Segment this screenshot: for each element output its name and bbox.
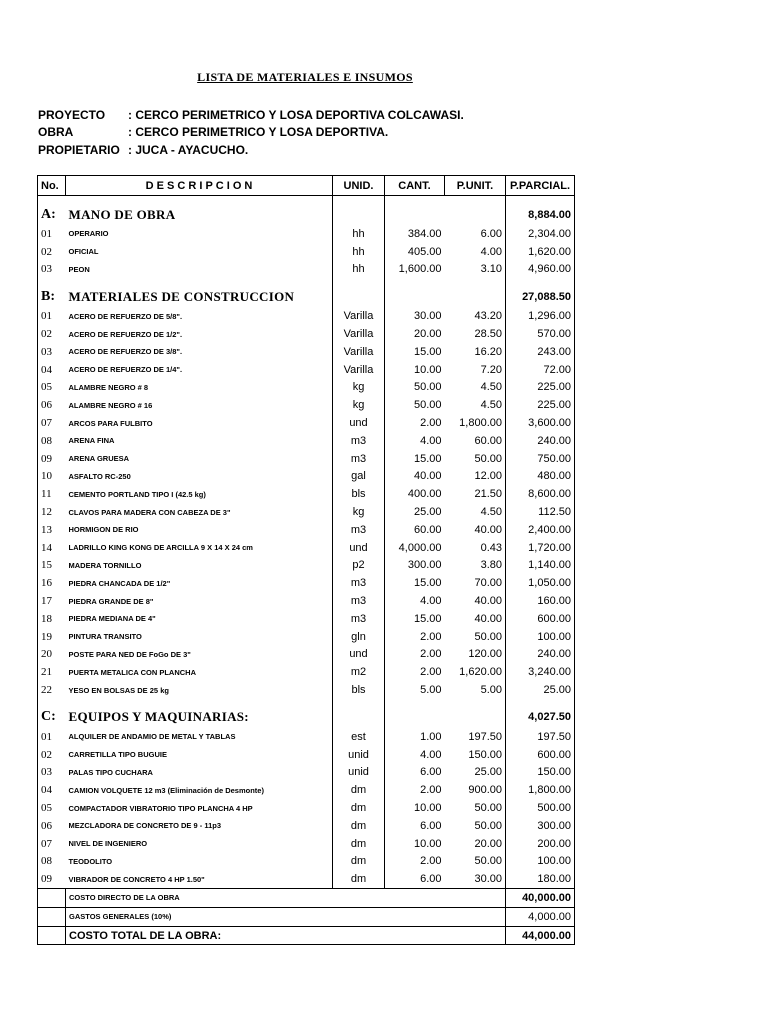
item-unit: hh xyxy=(333,225,385,243)
item-description: PIEDRA MEDIANA DE 4" xyxy=(68,614,156,624)
table-row xyxy=(38,261,575,279)
item-unit: bls xyxy=(333,485,385,503)
item-quantity: 2.00 xyxy=(385,663,445,681)
item-description: PUERTA METALICA CON PLANCHA xyxy=(68,667,196,677)
item-no: 21 xyxy=(38,663,66,681)
column-header-punit: P.UNIT. xyxy=(445,176,506,196)
item-quantity: 2.00 xyxy=(385,628,445,646)
table-row xyxy=(38,574,575,592)
item-quantity: 2.00 xyxy=(385,781,445,799)
item-quantity: 4,000.00 xyxy=(385,539,445,557)
item-unit: und xyxy=(333,646,385,664)
item-no: 17 xyxy=(38,592,66,610)
total-value: 44,000.00 xyxy=(506,926,575,945)
item-description: ARCOS PARA FULBITO xyxy=(68,418,153,428)
item-unit: Varilla xyxy=(333,343,385,361)
item-unit: p2 xyxy=(333,557,385,575)
item-partial-price: 225.00 xyxy=(506,396,575,414)
item-quantity: 60.00 xyxy=(385,521,445,539)
item-quantity: 15.00 xyxy=(385,343,445,361)
section-row xyxy=(38,699,575,728)
empty-cell xyxy=(385,196,445,226)
materials-table xyxy=(37,175,575,945)
item-unit: unid xyxy=(333,764,385,782)
header-row-proyecto xyxy=(38,108,464,122)
item-unit-price: 50.00 xyxy=(474,630,502,643)
item-no: 15 xyxy=(38,557,66,575)
item-no: 05 xyxy=(38,379,66,397)
item-unit: Varilla xyxy=(333,325,385,343)
table-row xyxy=(38,307,575,325)
item-unit-price: 50.00 xyxy=(474,855,502,868)
table-row xyxy=(38,853,575,871)
item-unit-price: 197.50 xyxy=(468,730,502,743)
total-value: 4,000.00 xyxy=(506,907,575,926)
table-row xyxy=(38,539,575,557)
item-unit-price: 12.00 xyxy=(474,470,502,483)
table-row xyxy=(38,663,575,681)
item-unit-price: 1,620.00 xyxy=(459,666,502,679)
item-unit: gal xyxy=(333,468,385,486)
item-description: PIEDRA CHANCADA DE 1/2" xyxy=(68,578,171,588)
table-header-row xyxy=(38,176,575,196)
item-unit-price: 50.00 xyxy=(474,802,502,814)
item-quantity: 6.00 xyxy=(385,764,445,782)
item-partial-price: 1,800.00 xyxy=(506,781,575,799)
item-unit-price: 40.00 xyxy=(474,612,502,625)
item-no: 08 xyxy=(38,432,66,450)
item-unit: dm xyxy=(333,835,385,853)
item-partial-price: 197.50 xyxy=(506,728,575,746)
item-description: OFICIAL xyxy=(68,247,99,257)
table-row xyxy=(38,243,575,261)
item-description: ALQUILER DE ANDAMIO DE METAL Y TABLAS xyxy=(68,732,236,742)
item-description: VIBRADOR DE CONCRETO 4 HP 1.50" xyxy=(68,874,205,884)
table-row xyxy=(38,468,575,486)
item-description: PINTURA TRANSITO xyxy=(68,632,142,642)
item-unit-price: 20.00 xyxy=(474,837,502,850)
item-partial-price: 180.00 xyxy=(506,870,575,888)
item-description: ACERO DE REFUERZO DE 1/2". xyxy=(68,329,183,339)
item-quantity: 50.00 xyxy=(385,396,445,414)
item-unit: dm xyxy=(333,870,385,888)
item-partial-price: 8,600.00 xyxy=(506,485,575,503)
item-description: PEON xyxy=(68,264,90,274)
item-unit: und xyxy=(333,414,385,432)
item-unit: kg xyxy=(333,379,385,397)
item-quantity: 2.00 xyxy=(385,414,445,432)
item-description: ACERO DE REFUERZO DE 5/8". xyxy=(68,311,183,321)
item-unit: m3 xyxy=(333,432,385,450)
item-partial-price: 1,720.00 xyxy=(506,539,575,557)
table-row xyxy=(38,799,575,817)
item-description: CLAVOS PARA MADERA CON CABEZA DE 3" xyxy=(68,507,231,517)
item-quantity: 6.00 xyxy=(385,817,445,835)
item-unit: Varilla xyxy=(333,307,385,325)
table-row xyxy=(38,450,575,468)
item-description: NIVEL DE INGENIERO xyxy=(68,839,148,849)
table-row xyxy=(38,414,575,432)
item-no: 18 xyxy=(38,610,66,628)
item-unit-price: 6.00 xyxy=(480,227,502,240)
item-description: YESO EN BOLSAS DE 25 kg xyxy=(68,685,169,695)
empty-cell xyxy=(333,278,385,307)
item-partial-price: 2,400.00 xyxy=(506,521,575,539)
empty-cell xyxy=(38,926,66,945)
item-unit-price: 50.00 xyxy=(474,452,502,465)
item-quantity: 6.00 xyxy=(385,870,445,888)
item-description: MADERA TORNILLO xyxy=(68,560,142,570)
item-quantity: 405.00 xyxy=(385,243,445,261)
item-quantity: 50.00 xyxy=(385,379,445,397)
item-quantity: 2.00 xyxy=(385,646,445,664)
table-row xyxy=(38,361,575,379)
section-code: A: xyxy=(38,196,66,226)
item-quantity: 400.00 xyxy=(385,485,445,503)
item-partial-price: 300.00 xyxy=(506,817,575,835)
empty-cell xyxy=(445,196,506,226)
item-unit-price: 30.00 xyxy=(474,873,502,886)
item-unit-price: 4.50 xyxy=(480,399,502,412)
item-unit: dm xyxy=(333,853,385,871)
table-row xyxy=(38,485,575,503)
item-unit-price: 120.00 xyxy=(468,648,502,661)
document-title: LISTA DE MATERIALES E INSUMOS xyxy=(197,70,413,84)
item-unit: m3 xyxy=(333,592,385,610)
item-no: 08 xyxy=(38,853,66,871)
item-unit-price: 4.50 xyxy=(480,381,502,394)
item-partial-price: 600.00 xyxy=(506,610,575,628)
item-no: 03 xyxy=(38,764,66,782)
item-unit-price: 3.80 xyxy=(480,559,502,572)
empty-cell xyxy=(333,196,385,226)
header-label: PROPIETARIO xyxy=(38,143,120,157)
empty-cell xyxy=(38,907,66,926)
item-no: 12 xyxy=(38,503,66,521)
item-quantity: 40.00 xyxy=(385,468,445,486)
item-unit-price: 40.00 xyxy=(474,523,502,536)
item-description: CAMION VOLQUETE 12 m3 (Eliminación de Desmonte) xyxy=(68,785,264,795)
empty-cell xyxy=(445,699,506,728)
empty-cell xyxy=(445,278,506,307)
header-value: : JUCA - AYACUCHO. xyxy=(128,143,249,157)
table-row xyxy=(38,557,575,575)
item-unit-price: 70.00 xyxy=(474,577,502,590)
item-quantity: 5.00 xyxy=(385,681,445,699)
item-quantity: 384.00 xyxy=(385,225,445,243)
item-quantity: 30.00 xyxy=(385,307,445,325)
item-unit-price: 25.00 xyxy=(474,766,502,779)
section-total: 8,884.00 xyxy=(506,196,575,226)
item-unit: und xyxy=(333,539,385,557)
empty-cell xyxy=(385,699,445,728)
table-row xyxy=(38,396,575,414)
item-unit: m2 xyxy=(333,663,385,681)
item-unit: kg xyxy=(333,503,385,521)
item-unit: gln xyxy=(333,628,385,646)
section-code: B: xyxy=(38,278,66,307)
empty-cell xyxy=(385,278,445,307)
table-row xyxy=(38,746,575,764)
item-quantity: 20.00 xyxy=(385,325,445,343)
item-unit-price: 60.00 xyxy=(474,434,502,447)
item-description: ACERO DE REFUERZO DE 3/8". xyxy=(68,347,183,357)
item-description: COMPACTADOR VIBRATORIO TIPO PLANCHA 4 HP xyxy=(68,803,253,813)
item-partial-price: 1,050.00 xyxy=(506,574,575,592)
item-description: TEODOLITO xyxy=(68,856,113,866)
item-quantity: 1.00 xyxy=(385,728,445,746)
item-quantity: 15.00 xyxy=(385,574,445,592)
item-description: ASFALTO RC-250 xyxy=(68,471,131,481)
header-value: : CERCO PERIMETRICO Y LOSA DEPORTIVA COLCAWASI. xyxy=(128,108,464,122)
item-unit-price: 7.20 xyxy=(480,363,502,376)
item-partial-price: 500.00 xyxy=(506,799,575,817)
item-unit: bls xyxy=(333,681,385,699)
item-partial-price: 570.00 xyxy=(506,325,575,343)
item-description: ARENA FINA xyxy=(68,436,115,446)
item-description: ALAMBRE NEGRO # 8 xyxy=(68,382,149,392)
item-partial-price: 1,296.00 xyxy=(506,307,575,325)
item-quantity: 2.00 xyxy=(385,853,445,871)
item-quantity: 15.00 xyxy=(385,610,445,628)
table-row xyxy=(38,628,575,646)
item-description: ALAMBRE NEGRO # 16 xyxy=(68,400,153,410)
item-partial-price: 480.00 xyxy=(506,468,575,486)
table-row xyxy=(38,764,575,782)
item-unit: m3 xyxy=(333,450,385,468)
item-no: 01 xyxy=(38,307,66,325)
item-unit-price: 0.43 xyxy=(480,541,502,554)
item-unit-price: 40.00 xyxy=(474,595,502,608)
item-unit-price: 43.20 xyxy=(474,310,502,323)
item-quantity: 10.00 xyxy=(385,361,445,379)
item-partial-price: 750.00 xyxy=(506,450,575,468)
column-header-cant: CANT. xyxy=(385,176,445,196)
item-unit: hh xyxy=(333,243,385,261)
item-unit: kg xyxy=(333,396,385,414)
item-unit: Varilla xyxy=(333,361,385,379)
item-partial-price: 600.00 xyxy=(506,746,575,764)
section-row xyxy=(38,196,575,226)
item-unit-price: 4.50 xyxy=(480,506,502,519)
column-header-no: No. xyxy=(38,176,66,196)
item-quantity: 10.00 xyxy=(385,835,445,853)
total-row xyxy=(38,926,575,945)
item-no: 09 xyxy=(38,870,66,888)
table-row xyxy=(38,610,575,628)
item-no: 02 xyxy=(38,746,66,764)
item-description: ARENA GRUESA xyxy=(68,454,130,464)
total-row xyxy=(38,907,575,926)
item-unit: est xyxy=(333,728,385,746)
table-row xyxy=(38,817,575,835)
table-row xyxy=(38,343,575,361)
section-title: EQUIPOS Y MAQUINARIAS: xyxy=(68,709,249,725)
item-description: LADRILLO KING KONG DE ARCILLA 9 X 14 X 24 cm xyxy=(68,543,253,553)
item-no: 03 xyxy=(38,343,66,361)
item-no: 20 xyxy=(38,646,66,664)
table-row xyxy=(38,592,575,610)
item-no: 01 xyxy=(38,225,66,243)
item-no: 14 xyxy=(38,539,66,557)
item-description: PALAS TIPO CUCHARA xyxy=(68,767,153,777)
item-unit-price: 28.50 xyxy=(474,328,502,341)
item-partial-price: 1,140.00 xyxy=(506,557,575,575)
materials-table-body xyxy=(38,176,575,945)
section-row xyxy=(38,278,575,307)
item-unit: m3 xyxy=(333,521,385,539)
item-no: 07 xyxy=(38,414,66,432)
header-value: : CERCO PERIMETRICO Y LOSA DEPORTIVA. xyxy=(128,125,389,139)
section-title: MANO DE OBRA xyxy=(68,206,176,222)
item-partial-price: 200.00 xyxy=(506,835,575,853)
item-partial-price: 100.00 xyxy=(506,853,575,871)
item-partial-price: 2,304.00 xyxy=(506,225,575,243)
table-row xyxy=(38,728,575,746)
item-no: 07 xyxy=(38,835,66,853)
total-label: GASTOS GENERALES (10%) xyxy=(66,907,506,926)
item-quantity: 1,600.00 xyxy=(385,261,445,279)
column-header-pparcial: P.PARCIAL. xyxy=(506,176,575,196)
total-row xyxy=(38,889,575,908)
header-row-obra xyxy=(38,125,388,139)
item-no: 03 xyxy=(38,261,66,279)
table-row xyxy=(38,646,575,664)
item-quantity: 4.00 xyxy=(385,746,445,764)
item-unit: dm xyxy=(333,817,385,835)
item-unit-price: 150.00 xyxy=(468,748,502,761)
item-partial-price: 240.00 xyxy=(506,432,575,450)
column-header-unid: UNID. xyxy=(333,176,385,196)
table-row xyxy=(38,870,575,888)
item-no: 06 xyxy=(38,396,66,414)
item-partial-price: 225.00 xyxy=(506,379,575,397)
item-description: HORMIGON DE RIO xyxy=(68,525,139,535)
item-no: 02 xyxy=(38,243,66,261)
item-no: 09 xyxy=(38,450,66,468)
item-quantity: 300.00 xyxy=(385,557,445,575)
header-row-propietario xyxy=(38,143,248,157)
item-quantity: 4.00 xyxy=(385,592,445,610)
item-unit: dm xyxy=(333,799,385,817)
item-no: 13 xyxy=(38,521,66,539)
item-no: 22 xyxy=(38,681,66,699)
section-title: MATERIALES DE CONSTRUCCION xyxy=(68,288,295,304)
item-partial-price: 243.00 xyxy=(506,343,575,361)
item-partial-price: 1,620.00 xyxy=(506,243,575,261)
section-total: 4,027.50 xyxy=(506,699,575,728)
table-row xyxy=(38,781,575,799)
item-partial-price: 240.00 xyxy=(506,646,575,664)
item-quantity: 25.00 xyxy=(385,503,445,521)
item-unit: dm xyxy=(333,781,385,799)
table-row xyxy=(38,503,575,521)
item-unit-price: 900.00 xyxy=(468,784,502,797)
item-no: 02 xyxy=(38,325,66,343)
total-value: 40,000.00 xyxy=(506,889,575,908)
table-row xyxy=(38,325,575,343)
item-unit-price: 1,800.00 xyxy=(459,417,502,430)
item-description: POSTE PARA NED DE FoGo DE 3" xyxy=(68,649,191,659)
item-partial-price: 100.00 xyxy=(506,628,575,646)
column-header-descripcion: D E S C R I P C I O N xyxy=(66,176,333,196)
item-partial-price: 25.00 xyxy=(506,681,575,699)
item-description: PIEDRA GRANDE DE 8" xyxy=(68,596,154,606)
item-description: ACERO DE REFUERZO DE 1/4". xyxy=(68,365,183,375)
section-code: C: xyxy=(38,699,66,728)
item-unit: m3 xyxy=(333,574,385,592)
total-label: COSTO TOTAL DE LA OBRA: xyxy=(66,926,506,945)
table-row xyxy=(38,379,575,397)
item-partial-price: 72.00 xyxy=(506,361,575,379)
item-unit-price: 5.00 xyxy=(480,684,502,697)
table-row xyxy=(38,432,575,450)
item-unit-price: 21.50 xyxy=(474,488,502,501)
item-description: MEZCLADORA DE CONCRETO DE 9 - 11p3 xyxy=(68,821,222,831)
empty-cell xyxy=(333,699,385,728)
table-row xyxy=(38,835,575,853)
header-label: PROYECTO xyxy=(38,108,106,122)
item-no: 16 xyxy=(38,574,66,592)
section-total: 27,088.50 xyxy=(506,278,575,307)
item-description: CEMENTO PORTLAND TIPO I (42.5 kg) xyxy=(68,489,206,499)
table-row xyxy=(38,225,575,243)
item-unit: m3 xyxy=(333,610,385,628)
item-description: OPERARIO xyxy=(68,229,109,239)
item-partial-price: 3,600.00 xyxy=(506,414,575,432)
item-quantity: 4.00 xyxy=(385,432,445,450)
item-no: 06 xyxy=(38,817,66,835)
total-label: COSTO DIRECTO DE LA OBRA xyxy=(66,889,506,908)
item-partial-price: 112.50 xyxy=(506,503,575,521)
item-unit-price: 3.10 xyxy=(480,263,502,276)
item-no: 01 xyxy=(38,728,66,746)
table-row xyxy=(38,521,575,539)
item-quantity: 10.00 xyxy=(385,799,445,817)
item-partial-price: 3,240.00 xyxy=(506,663,575,681)
item-unit-price: 50.00 xyxy=(474,819,502,832)
item-partial-price: 4,960.00 xyxy=(506,261,575,279)
item-unit: unid xyxy=(333,746,385,764)
table-row xyxy=(38,681,575,699)
item-unit-price: 4.00 xyxy=(480,245,502,258)
item-partial-price: 150.00 xyxy=(506,764,575,782)
item-partial-price: 160.00 xyxy=(506,592,575,610)
item-no: 10 xyxy=(38,468,66,486)
item-no: 19 xyxy=(38,628,66,646)
item-description: CARRETILLA TIPO BUGUIE xyxy=(68,750,167,760)
item-unit: hh xyxy=(333,261,385,279)
item-no: 04 xyxy=(38,361,66,379)
header-label: OBRA xyxy=(38,125,74,139)
item-no: 05 xyxy=(38,799,66,817)
empty-cell xyxy=(38,889,66,908)
item-unit-price: 16.20 xyxy=(474,345,502,358)
item-quantity: 15.00 xyxy=(385,450,445,468)
item-no: 11 xyxy=(38,485,66,503)
item-no: 04 xyxy=(38,781,66,799)
